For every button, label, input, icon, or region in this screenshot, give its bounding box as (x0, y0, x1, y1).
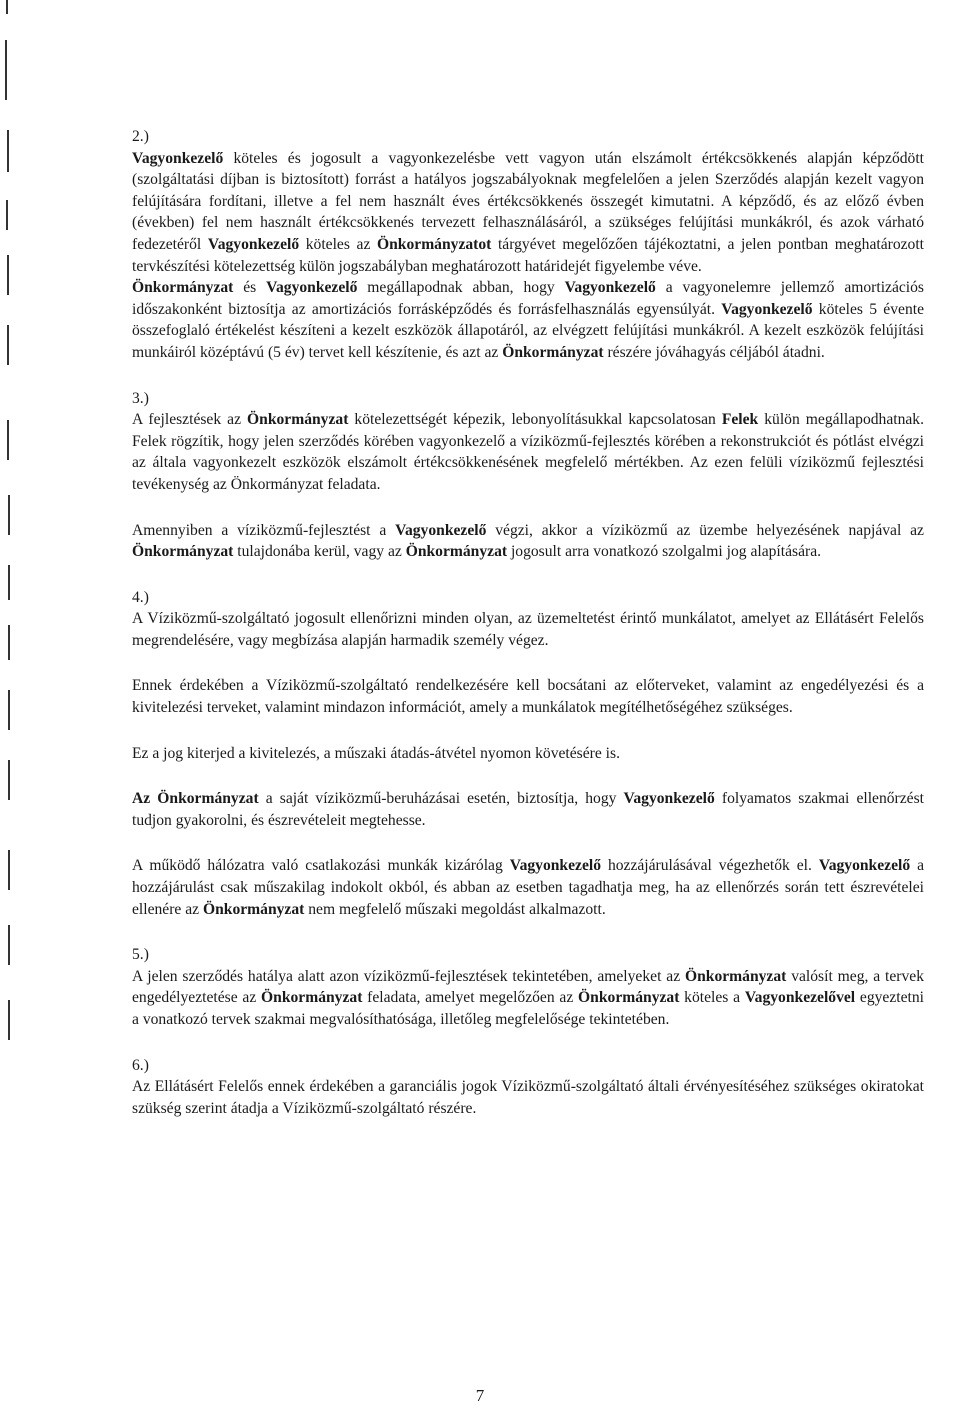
text: hozzájárulásával végezhetők el. (601, 857, 819, 875)
text: köteles a (679, 989, 745, 1007)
section-6-number: 6.) (132, 1056, 149, 1074)
section-2-paragraph-1 (132, 148, 924, 278)
term: Önkormányzatot (377, 235, 492, 253)
text: feladata, amelyet megelőzően az (362, 989, 579, 1007)
term: Önkormányzat (247, 411, 349, 429)
section-5-paragraph-1 (132, 966, 924, 1031)
text: A fejlesztések az (132, 411, 248, 429)
section-3-paragraph-2 (132, 520, 924, 563)
text: és (233, 279, 267, 297)
term: Vagyonkezelő (395, 521, 487, 539)
term: Vagyonkezelő (207, 235, 300, 253)
term: Vagyonkezelő (564, 279, 656, 297)
text: tulajdonába kerül, vagy az (233, 543, 406, 561)
text: köteles az (299, 235, 377, 253)
section-4-paragraph-5 (132, 855, 924, 920)
text: köteles és jogosult a vagyonkezelésbe vett vagyon után elszámolt értékcsökkenés alapján képződött (szolgáltatási díjban is biztosított) forrást a hatályos jogszabályoknak megfelelően a jelen Szerződés alapján kezelt vagyon felújítására fordítani, illetve a fel nem használt éves értékcsökkenés összegét kimutatni. A képződő, és az előző évben (években) fel nem használt értékcsökkenés tervezett felhasználásáról, a szükséges felújítási munkákról, és azok várható fedezetéről (132, 149, 924, 253)
text: köteles 5 évente összefoglaló értékelést készíteni a kezelt eszközök állapotáról, az elvégzett felújítási munkákról. A kezelt eszközök felújítási munkáiról középtávú (5 év) tervet kell készítenie, és azt az (132, 300, 924, 361)
page-number: 7 (475, 1386, 485, 1405)
text: A jelen szerződés hatálya alatt azon víziközmű-fejlesztések tekintetében, amelyeket az (132, 967, 685, 985)
text: részére jóváhagyás céljából átadni. (603, 343, 825, 361)
text: megállapodnak abban, hogy (357, 279, 565, 297)
document-body (132, 126, 924, 1119)
text: nem megfelelő műszaki megoldást alkalmazott. (304, 900, 606, 918)
term: Önkormányzat (405, 543, 508, 561)
text: kötelezettségét képezik, lebonyolításukkal kapcsolatosan (348, 411, 722, 429)
section-4-number: 4.) (132, 588, 149, 606)
term: Az Önkormányzat (132, 790, 259, 808)
text: végzi, akkor a víziközmű az üzembe helyezésének napjával az (486, 521, 924, 539)
term: Vagyonkezelő (818, 857, 911, 875)
section-5-number: 5.) (132, 946, 149, 964)
term: Önkormányzat (132, 279, 234, 297)
section-4-paragraph-2: Ennek érdekében a Víziközmű-szolgáltató rendelkezésére kell bocsátani az előterveket, valamint az engedélyezési és a kivitelezési terveket, valamint mindazon információt, amely a munkálatok megítélhetőségéhez szükséges. (132, 677, 924, 717)
term: Önkormányzat (502, 343, 604, 361)
section-2-paragraph-2 (132, 277, 924, 363)
term: Önkormányzat (202, 900, 305, 918)
term: Vagyonkezelő (509, 857, 601, 875)
section-4-paragraph-1: A Víziközmű-szolgáltató jogosult ellenőrizni minden olyan, az üzemeltetést érintő munkálatot, amelyet az Ellátásért Felelős megrendelésére, vagy megbízása alapján harmadik személy végez. (132, 610, 924, 649)
term: Felek (721, 411, 759, 429)
text: jogosult arra vonatkozó szolgalmi jog alapítására. (507, 543, 822, 561)
text: A működő hálózatra való csatlakozási munkák kizárólag (132, 857, 510, 875)
term: Önkormányzat (684, 967, 787, 985)
binding-edge-marks (0, 0, 40, 1412)
text: Amennyiben a víziközmű-fejlesztést a (132, 521, 396, 539)
text: külön megállapodhatnak. Felek rögzítik, hogy jelen szerződés körében vagyonkezelő a víziközmű-fejlesztés körében a rekonstrukciót és pótlást elvégzi az általa vagyonkezelt eszközök elszámolt értékcsökkenésének megfelelő mértékben. Az ezen felüli víziközmű fejlesztési tevékenység az Önkormányzat feladata. (132, 411, 924, 493)
text: folyamatos szakmai ellenőrzést tudjon gyakorolni, és észrevételeit megtehesse. (132, 790, 924, 829)
text: valósít meg, a tervek engedélyeztetése az (132, 967, 924, 1007)
text: egyeztetni a vonatkozó tervek szakmai megvalósíthatósága, illetőleg megfelelősége tekintetében. (132, 989, 924, 1028)
section-4-paragraph-3: Ez a jog kiterjed a kivitelezés, a műszaki átadás-átvétel nyomon követésére is. (132, 744, 620, 762)
term: Vagyonkezelő (132, 149, 224, 167)
text: tárgyévet megelőzően tájékoztatni, a jelen pontban meghatározott tervkészítési kötelezettség külön jogszabályban meghatározott határidejét figyelembe véve. (132, 235, 924, 275)
section-2-number: 2.) (132, 128, 149, 145)
term: Önkormányzat (578, 989, 680, 1007)
section-6-paragraph-1: Az Ellátásért Felelős ennek érdekében a garanciális jogok Víziközmű-szolgáltató általi érvényesítéséhez szükséges okiratokat szükség szerint átadja a Víziközmű-szolgáltató részére. (132, 1078, 924, 1117)
term: Vagyonkezelővel (744, 989, 856, 1007)
term: Vagyonkezelő (721, 300, 813, 318)
term: Vagyonkezelő (266, 279, 358, 297)
term: Önkormányzat (132, 543, 234, 561)
text: a hozzájárulást csak műszakilag indokolt okból, és abban az esetben tagadhatja meg, ha az ellenőrzés során tett észrevételei ellenére az (132, 857, 924, 918)
term: Önkormányzat (261, 989, 363, 1007)
text: a saját víziközmű-beruházásai esetén, biztosítja, hogy (258, 790, 624, 808)
text: a vagyonelemre jellemző amortizációs időszakonként biztosítja az amortizációs forrásképződés és forrásfelhasználás egyensúlyát. (132, 279, 924, 318)
section-3-paragraph-1 (132, 409, 924, 495)
section-3-number: 3.) (132, 389, 149, 407)
section-4-paragraph-4 (132, 788, 924, 831)
term: Vagyonkezelő (623, 790, 715, 808)
